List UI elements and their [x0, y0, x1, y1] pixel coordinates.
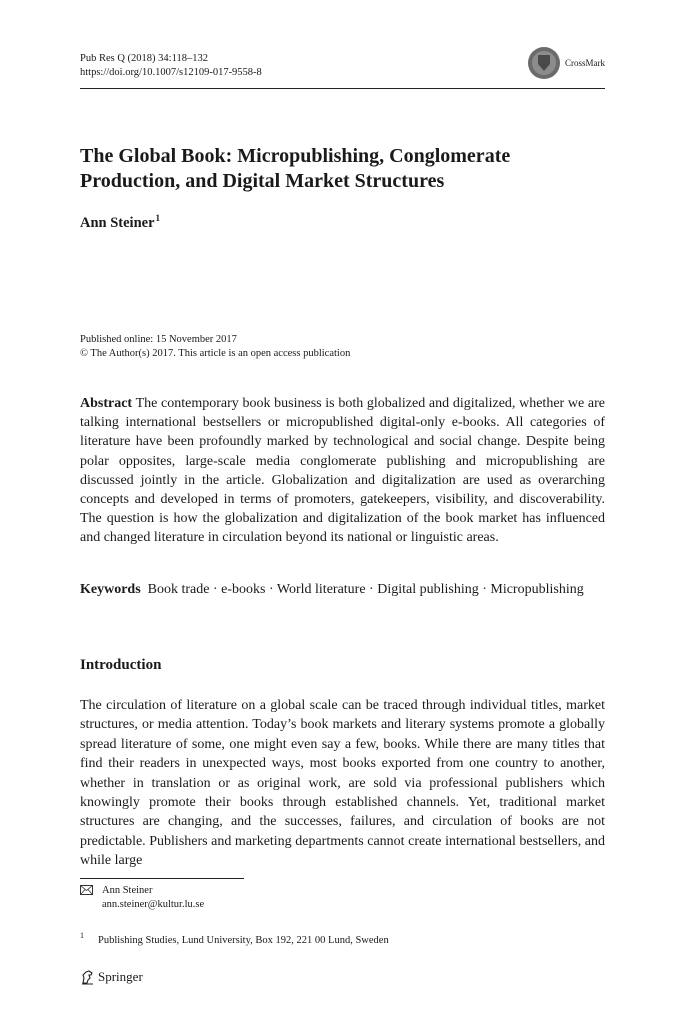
crossmark-label: CrossMark	[565, 58, 605, 68]
author-line	[80, 213, 160, 232]
abstract-text: The contemporary book business is both globalized and digitalized, whether we are talking international bestsellers or micropublished digital-only e-books. All categories of literature have been profoundly marked by technological and social change. Despite being polar opposites, large-scale media conglomerate publishing and micropublishing are discussed jointly in the article. Globalization and digitalization are used as overarching concepts and developed in terms of promoters, gatekeepers, visibility, and discoverability. The question is how the globalization and digitalization of the book market has influenced and changed literature in circulation beyond its national or linguistic areas.	[80, 396, 606, 546]
crossmark-icon	[527, 46, 561, 80]
publisher-logo	[80, 969, 143, 985]
abstract-label: Abstract	[80, 396, 133, 411]
keywords	[80, 580, 605, 599]
contact-email[interactable]: ann.steiner@kultur.lu.se	[102, 899, 205, 910]
publisher-name: Springer	[98, 969, 143, 984]
corresponding-author	[80, 884, 204, 912]
keywords-text: Book trade · e-books · World literature · Digital publishing · Micropublishing	[147, 582, 584, 597]
published-date: Published online: 15 November 2017	[80, 334, 237, 345]
keywords-label: Keywords	[80, 582, 141, 597]
author-affil-marker: 1	[155, 213, 161, 223]
publication-info	[80, 333, 350, 361]
abstract	[80, 394, 605, 548]
springer-horse-icon	[80, 969, 96, 985]
affil-text: Publishing Studies, Lund University, Box 192, 221 00 Lund, Sweden	[98, 934, 389, 946]
introduction-text: The circulation of literature on a global scale can be traced through individual titles, market structures, or media attention. Today’s book markets and literary systems promote a globally spread literature of some, one might even say a few, books. While there are many titles that find their readers in unexpected ways, most books exported from one country to another, whether in translation or as original work, are sold via professional publishers which knowingly promote their books through established channels. Yet, traditional market structures are changing, and the successes, failures, and circulation of books are not predictable. Publishers and marketing departments cannot create international bestsellers, and while large	[80, 698, 605, 869]
journal-citation: Pub Res Q (2018) 34:118–132	[80, 53, 208, 64]
footnote-rule	[80, 878, 244, 879]
introduction-heading: Introduction	[80, 657, 162, 673]
crossmark-badge[interactable]	[527, 46, 605, 80]
contact-name: Ann Steiner	[102, 885, 153, 896]
copyright-notice: © The Author(s) 2017. This article is an open access publication	[80, 348, 351, 359]
affil-number: 1	[80, 931, 84, 940]
article-title: The Global Book: Micropublishing, Conglomerate Production, and Digital Market Structures	[80, 145, 511, 192]
header-rule	[80, 88, 605, 89]
journal-header	[80, 52, 605, 80]
author-name: Ann Steiner	[80, 214, 155, 231]
affiliation	[80, 929, 389, 948]
envelope-icon	[80, 885, 93, 895]
doi-link[interactable]: https://doi.org/10.1007/s12109-017-9558-8	[80, 67, 262, 78]
